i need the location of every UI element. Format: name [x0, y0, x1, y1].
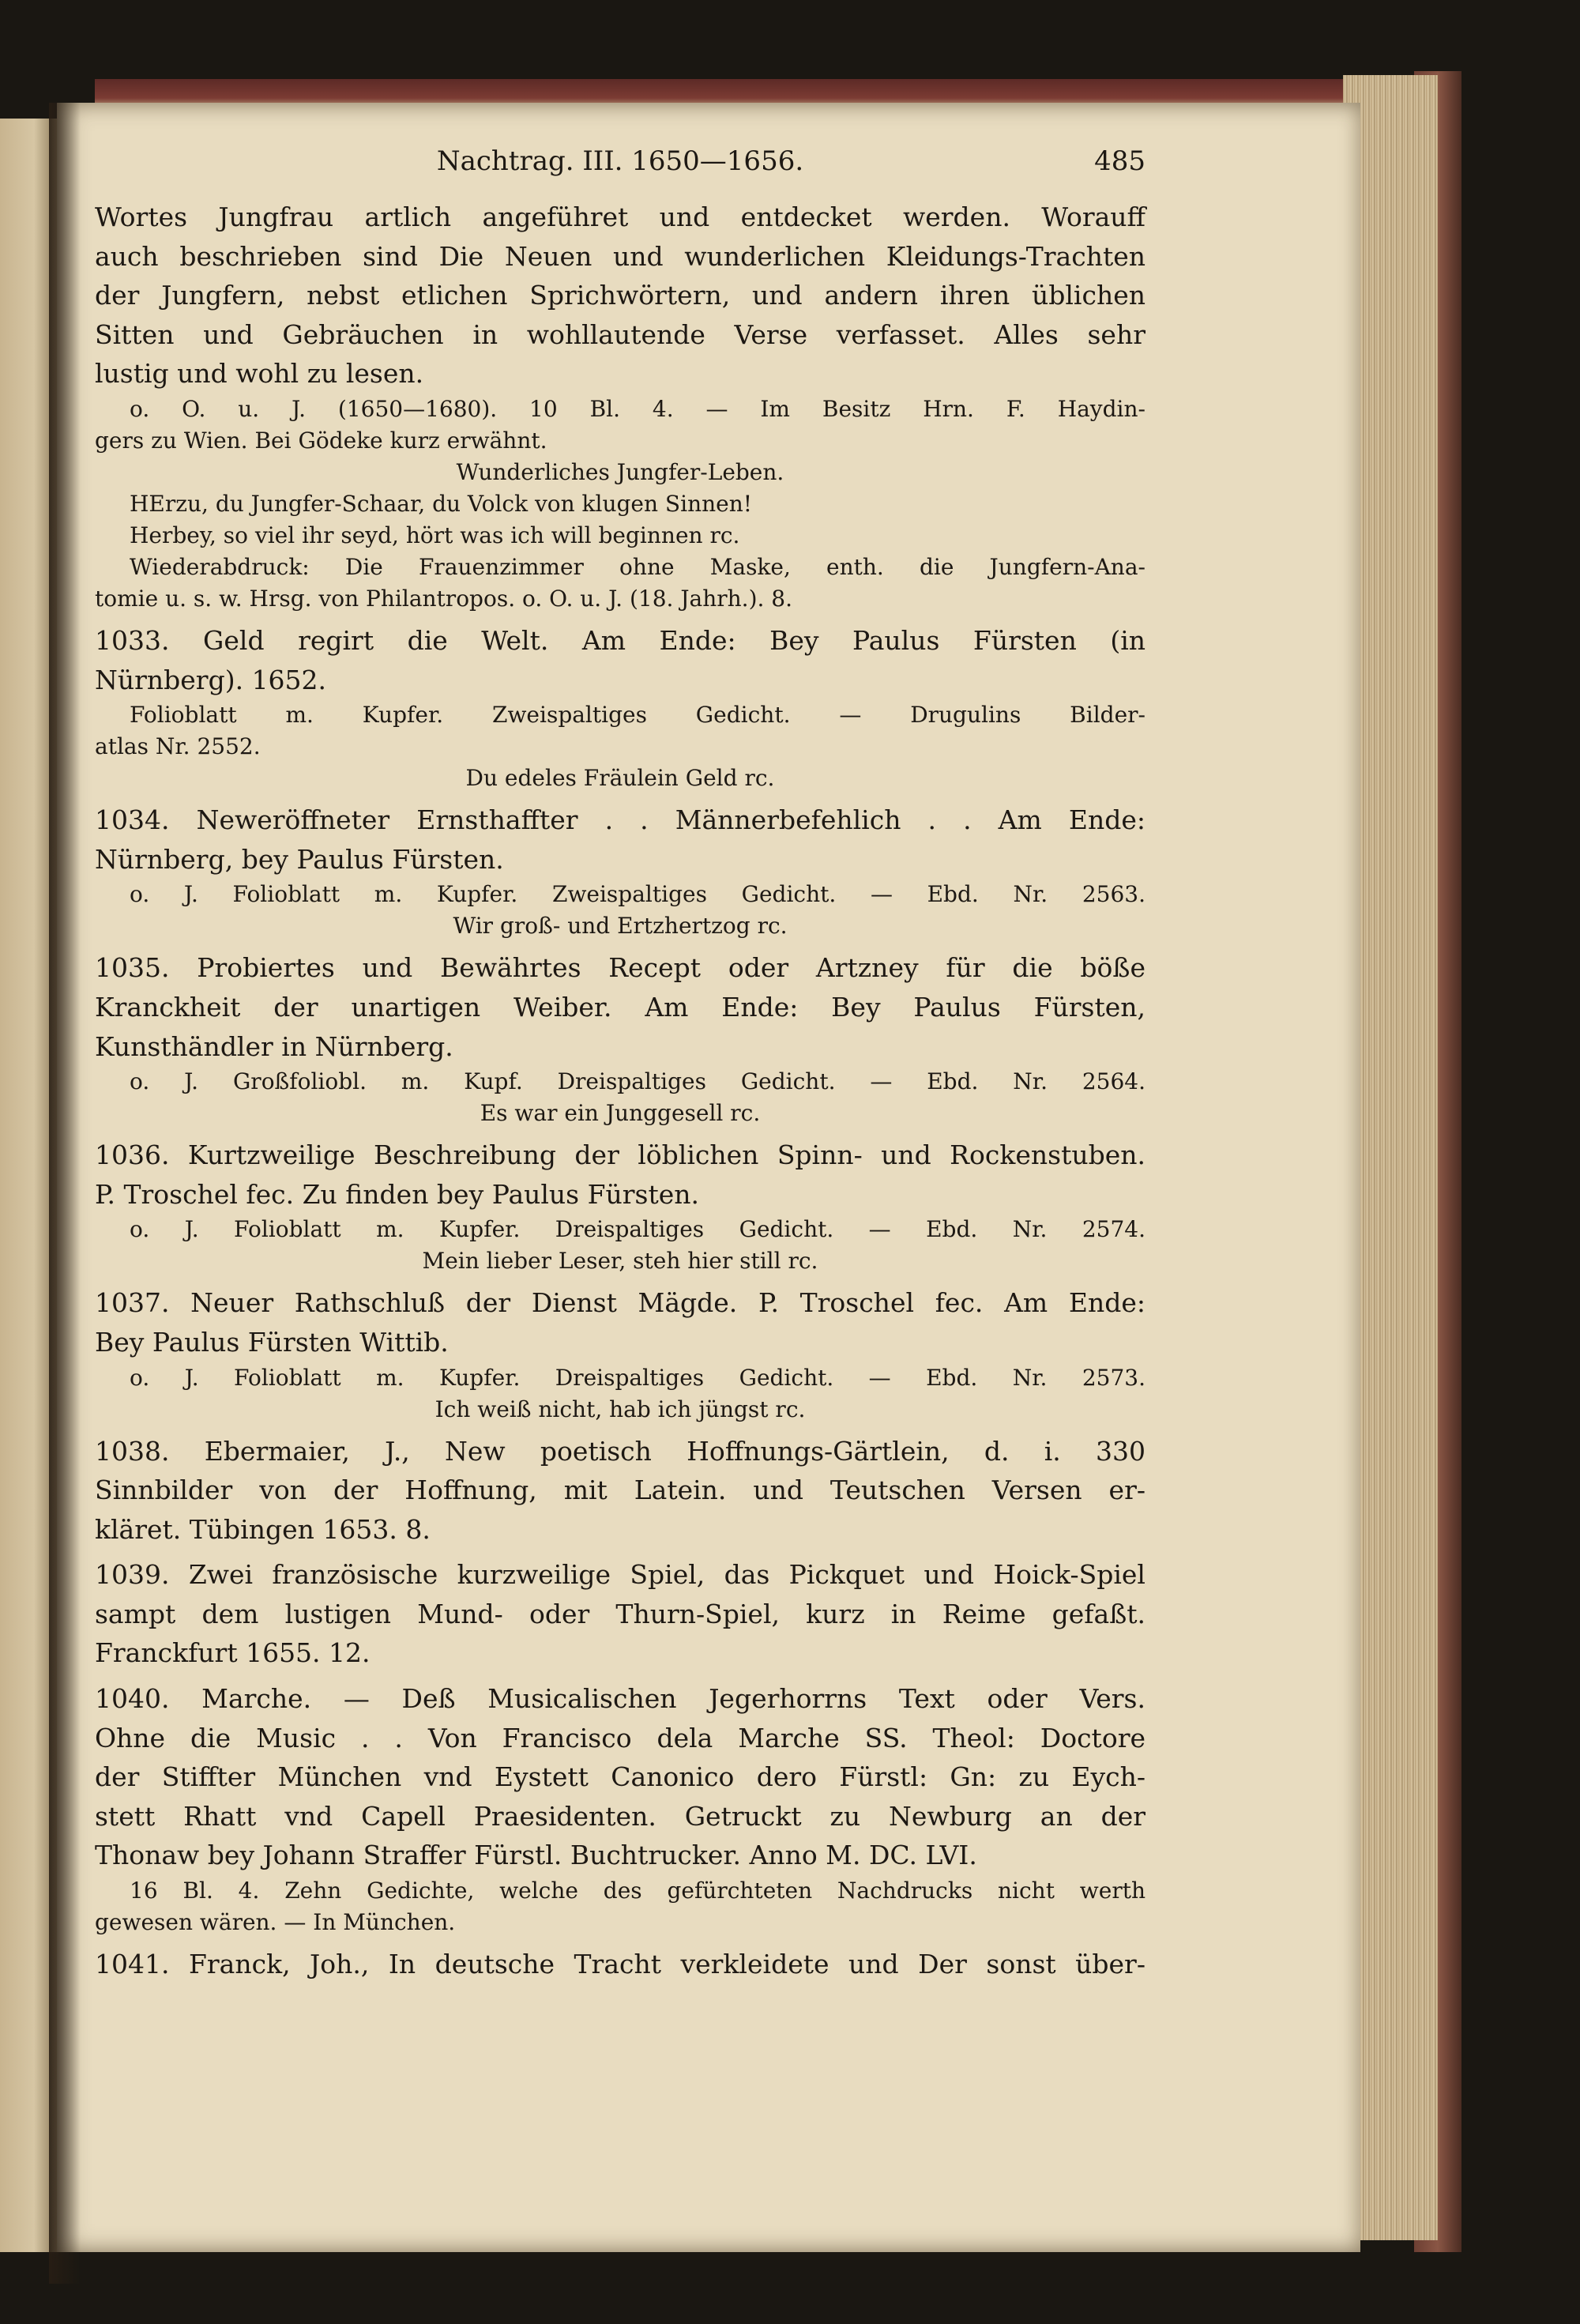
- entry-line: [95, 1555, 1146, 1595]
- incipit: Wir groß- und Ertzhertzog rc.: [453, 913, 788, 940]
- text-line: auch beschrieben sind Die Neuen und wunderlichen Kleidungs-Trachten: [95, 240, 1146, 272]
- entry-number: 1035.: [95, 952, 170, 984]
- entry-line: Sinnbilder von der Hoffnung, mit Latein. und Teutschen Versen er-: [95, 1475, 1146, 1506]
- entry-line: kläret. Tübingen 1653. 8.: [95, 1513, 431, 1545]
- incipit: Mein lieber Leser, steh hier still rc.: [422, 1248, 818, 1275]
- quote-line: Herbey, so viel ihr seyd, hört was ich will beginnen rc.: [130, 522, 740, 548]
- text-line: Wortes Jungfrau artlich angeführet und entdecket werden. Worauff: [95, 202, 1146, 232]
- entry-number: 1037.: [95, 1287, 170, 1319]
- entry-line: sampt dem lustigen Mund- oder Thurn-Spiel, kurz in Reime gefaßt.: [95, 1598, 1146, 1629]
- entry-number: 1039.: [95, 1559, 170, 1591]
- intro-paragraph: [95, 198, 1146, 615]
- entry-line: P. Troschel fec. Zu finden bey Paulus Fürsten.: [95, 1178, 699, 1210]
- entry-line: Kunsthändler in Nürnberg.: [95, 1030, 453, 1062]
- entry-line: [95, 948, 1146, 988]
- page-number: 485: [1094, 145, 1146, 177]
- entry-line: [95, 1945, 1146, 1984]
- entry-number: 1040.: [95, 1683, 170, 1715]
- entry-line: [95, 1136, 1146, 1175]
- entry-text: Franck, Joh., In deutsche Tracht verkleidete und Der sonst über-: [188, 1949, 1146, 1980]
- quote-line: HErzu, du Jungfer-Schaar, du Volck von klugen Sinnen!: [130, 490, 752, 517]
- reprint-line: tomie u. s. w. Hrsg. von Philantropos. o. O. u. J. (18. Jahrh.). 8.: [95, 585, 793, 612]
- incipit: Du edeles Fräulein Geld rc.: [465, 765, 775, 792]
- incipit: Ich weiß nicht, hab ich jüngst rc.: [434, 1396, 806, 1422]
- incipit: Es war ein Junggesell rc.: [480, 1100, 761, 1127]
- entry-line: Franckfurt 1655. 12.: [95, 1637, 371, 1669]
- entry-1035: [95, 948, 1146, 1129]
- entry-1033: [95, 621, 1146, 794]
- entry-1038: [95, 1432, 1146, 1550]
- entry-line: Thonaw bey Johann Straffer Fürstl. Buchtrucker. Anno M. DC. LVI.: [95, 1840, 977, 1871]
- entry-text: Ebermaier, J., New poetisch Hoffnungs-Gärtlein, d. i. 330: [204, 1435, 1146, 1467]
- running-title: Nachtrag. III. 1650—1656.: [436, 145, 804, 177]
- entry-text: Kurtzweilige Beschreibung der löblichen Spinn- und Rockenstuben.: [187, 1139, 1146, 1171]
- note-line: o. J. Folioblatt m. Kupfer. Dreispaltiges Gedicht. — Ebd. Nr. 2573.: [130, 1364, 1146, 1391]
- entry-number: 1034.: [95, 804, 170, 836]
- entry-line: [95, 621, 1146, 661]
- entry-line: Nürnberg, bey Paulus Fürsten.: [95, 843, 504, 875]
- entry-line: [95, 1283, 1146, 1323]
- note-line: Folioblatt m. Kupfer. Zweispaltiges Gedicht. — Drugulins Bilder-: [130, 702, 1146, 729]
- note-line: gewesen wären. — In München.: [95, 1909, 456, 1936]
- entry-line: [95, 800, 1146, 840]
- note-line: o. J. Folioblatt m. Kupfer. Dreispaltiges Gedicht. — Ebd. Nr. 2574.: [130, 1216, 1146, 1243]
- entry-text: Marche. — Deß Musicalischen Jegerhorrns Text oder Vers.: [201, 1683, 1146, 1715]
- binding-shadow: [49, 103, 81, 2284]
- entry-line: [95, 1679, 1146, 1719]
- entry-number: 1041.: [95, 1949, 170, 1980]
- text-line: Sitten und Gebräuchen in wohllautende Verse verfasset. Alles sehr: [95, 318, 1146, 350]
- entry-line: stett Rhatt vnd Capell Praesidenten. Getruckt zu Newburg an der: [95, 1800, 1146, 1832]
- entry-text: Zwei französische kurzweilige Spiel, das Pickquet und Hoick-Spiel: [188, 1559, 1146, 1591]
- entry-1041: [95, 1945, 1146, 1984]
- quote-title: Wunderliches Jungfer-Leben.: [456, 458, 784, 485]
- entry-1040: [95, 1679, 1146, 1938]
- note-line: gers zu Wien. Bei Gödeke kurz erwähnt.: [95, 427, 547, 454]
- entry-1037: [95, 1283, 1146, 1425]
- entry-1039: [95, 1555, 1146, 1673]
- entry-number: 1033.: [95, 624, 170, 656]
- entry-text: Neweröffneter Ernsthaffter . . Männerbefehlich . . Am Ende:: [196, 804, 1146, 836]
- entry-line: Ohne die Music . . Von Francisco dela Marche SS. Theol: Doctore: [95, 1722, 1146, 1753]
- entry-text: Probiertes und Bewährtes Recept oder Artzney für die böße: [197, 952, 1146, 984]
- entry-line: Nürnberg). 1652.: [95, 664, 327, 695]
- entry-1034: [95, 800, 1146, 942]
- entry-number: 1038.: [95, 1435, 170, 1467]
- entry-line: Kranckheit der unartigen Weiber. Am Ende: Bey Paulus Fürsten,: [95, 991, 1146, 1023]
- text-line: der Jungfern, nebst etlichen Sprichwörtern, und andern ihren üblichen: [95, 280, 1146, 311]
- note-line: o. J. Großfoliobl. m. Kupf. Dreispaltiges Gedicht. — Ebd. Nr. 2564.: [130, 1068, 1146, 1095]
- running-header: [95, 142, 1146, 198]
- entry-line: [95, 1432, 1146, 1471]
- entry-line: Bey Paulus Fürsten Wittib.: [95, 1326, 449, 1358]
- reprint-line: Wiederabdruck: Die Frauenzimmer ohne Maske, enth. die Jungfern-Ana-: [130, 553, 1146, 580]
- note-line: o. J. Folioblatt m. Kupfer. Zweispaltiges Gedicht. — Ebd. Nr. 2563.: [130, 881, 1146, 908]
- note-line: o. O. u. J. (1650—1680). 10 Bl. 4. — Im Besitz Hrn. F. Haydin-: [130, 395, 1146, 422]
- note-line: atlas Nr. 2552.: [95, 733, 261, 760]
- entry-text: Geld regirt die Welt. Am Ende: Bey Paulus Fürsten (in: [203, 624, 1146, 656]
- entry-1036: [95, 1136, 1146, 1277]
- entry-text: Neuer Rathschluß der Dienst Mägde. P. Troschel fec. Am Ende:: [190, 1287, 1146, 1319]
- entry-number: 1036.: [95, 1139, 170, 1171]
- page-content: [95, 142, 1146, 2070]
- entry-line: der Stiffter München vnd Eystett Canonico dero Fürstl: Gn: zu Eych-: [95, 1761, 1146, 1793]
- note-line: 16 Bl. 4. Zehn Gedichte, welche des gefürchteten Nachdrucks nicht werth: [130, 1878, 1146, 1904]
- text-line: lustig und wohl zu lesen.: [95, 358, 424, 390]
